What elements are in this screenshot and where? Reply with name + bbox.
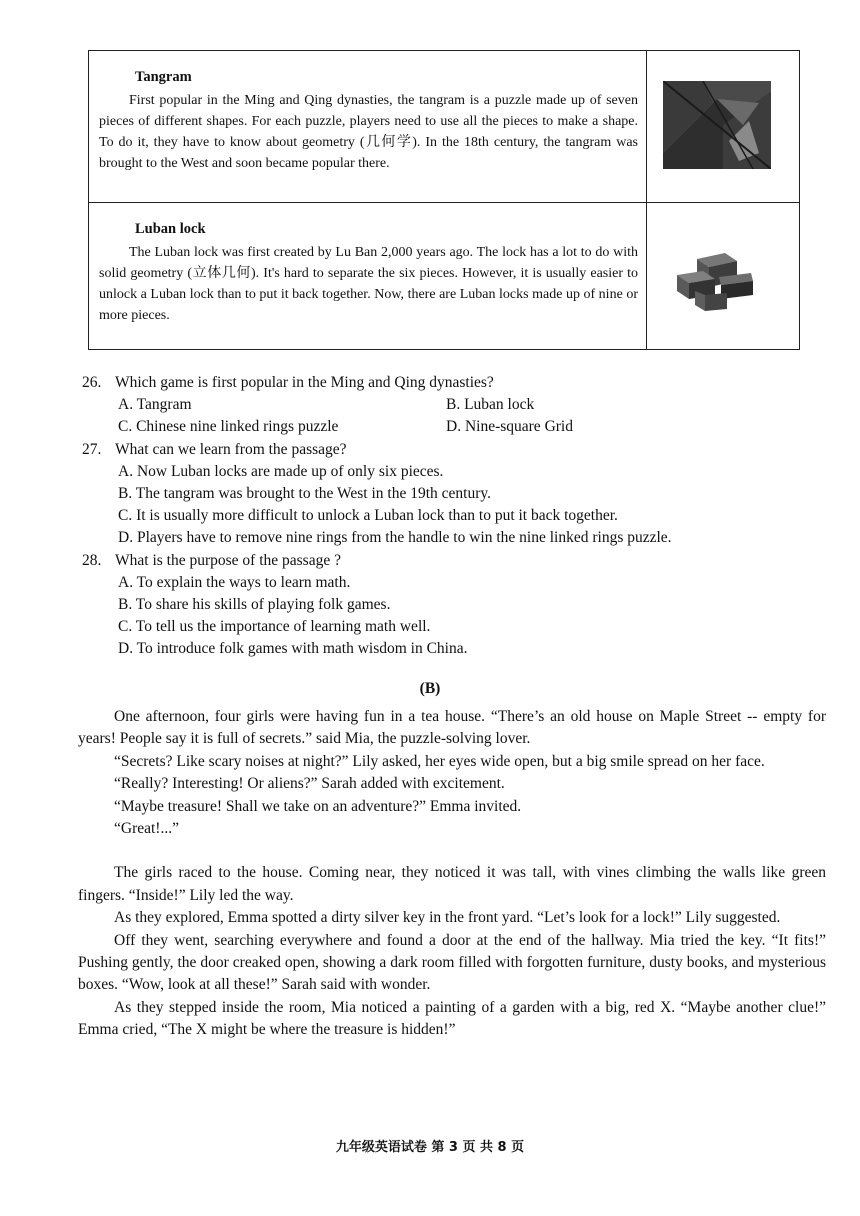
luban-image-cell (647, 203, 799, 349)
story-paragraph: The girls raced to the house. Coming near, they noticed it was tall, with vines climbing the walls like green fingers. “Inside!” Lily led the way. (78, 864, 826, 904)
option-b: B. The tangram was brought to the West in the 19th century. (118, 485, 491, 503)
luban-title: Luban lock (135, 221, 206, 237)
story-passage (78, 706, 826, 1042)
story-paragraph: One afternoon, four girls were having fun in a tea house. “There’s an old house on Maple Street -- empty for years! People say it is full of secrets.” said Mia, the puzzle-solving lover. (78, 708, 826, 748)
tangram-title: Tangram (135, 69, 192, 85)
story-paragraph: “Really? Interesting! Or aliens?” Sarah added with excitement. (114, 775, 505, 793)
section-heading: (B) (419, 680, 441, 697)
option-c: C. It is usually more difficult to unlock a Luban lock than to put it back together. (118, 507, 618, 525)
question-number: 28. (82, 551, 102, 569)
option-a: A. Now Luban locks are made up of only six pieces. (118, 462, 444, 480)
option-row (82, 416, 802, 438)
option-c: C. Chinese nine linked rings puzzle (118, 418, 339, 436)
story-paragraph: Off they went, searching everywhere and found a door at the end of the hallway. Mia tried the key. “It fits!” Pushing gently, the door creaked open, showing a dark room filled with forgotten furniture, dusty books, and mysterious boxes. “Wow, look at all these!” Sarah said with wonder. (78, 931, 826, 994)
folk-games-table (88, 50, 800, 350)
question-27 (82, 439, 802, 461)
question-26 (82, 372, 802, 394)
option-a: A. Tangram (118, 396, 192, 414)
story-paragraph: “Maybe treasure! Shall we take on an adventure?” Emma invited. (114, 797, 522, 815)
story-paragraph: “Great!...” (114, 820, 179, 838)
question-text: What can we learn from the passage? (115, 440, 347, 458)
option-b: B. Luban lock (446, 396, 535, 414)
table-row-luban (89, 203, 799, 349)
luban-text-cell (89, 203, 647, 349)
tangram-image-cell (647, 51, 799, 202)
tangram-image (663, 81, 771, 169)
question-text: Which game is first popular in the Ming and Qing dynasties? (115, 374, 494, 391)
option-d: D. To introduce folk games with math wisdom in China. (118, 640, 468, 658)
question-number: 26. (82, 374, 102, 391)
luban-body: The Luban lock was first created by Lu Ban 2,000 years ago. The lock has a lot to do with solid geometry (立体几何). It's hard to separate the six pieces. However, it is usually easier to unlock a Luban lock than to put it back together. Now, there are Luban locks made up of nine or more pieces. (99, 245, 638, 323)
tangram-text-cell (89, 51, 647, 202)
option-a: A. To explain the ways to learn math. (118, 573, 351, 591)
option-b: B. To share his skills of playing folk games. (118, 596, 391, 614)
table-row-tangram (89, 51, 799, 203)
story-paragraph: As they explored, Emma spotted a dirty silver key in the front yard. “Let’s look for a lock!” Lily suggested. (114, 909, 781, 927)
question-28 (82, 550, 802, 572)
option-d: D. Nine-square Grid (446, 418, 573, 436)
option-c: C. To tell us the importance of learning math well. (118, 618, 431, 636)
option-d: D. Players have to remove nine rings from the handle to win the nine linked rings puzzle. (118, 529, 672, 547)
question-number: 27. (82, 440, 102, 458)
luban-lock-image (675, 251, 755, 313)
story-paragraph: “Secrets? Like scary noises at night?” Lily asked, her eyes wide open, but a big smile spread on her face. (114, 752, 765, 770)
question-text: What is the purpose of the passage ? (115, 551, 341, 569)
option-row (82, 394, 802, 416)
tangram-body: First popular in the Ming and Qing dynasties, the tangram is a puzzle made up of seven pieces of different shapes. For each puzzle, players need to use all the pieces to make a shape. To do it, they have to know about geometry (几何学). In the 18th century, the tangram was brought to the West and soon became popular there. (99, 93, 638, 171)
story-paragraph: As they stepped inside the room, Mia noticed a painting of a garden with a big, red X. “Maybe another clue!” Emma cried, “The X might be where the treasure is hidden!” (78, 998, 826, 1039)
question-list (82, 372, 802, 661)
page-footer: 九年级英语试卷 第 3 页 共 8 页 (335, 1140, 525, 1155)
